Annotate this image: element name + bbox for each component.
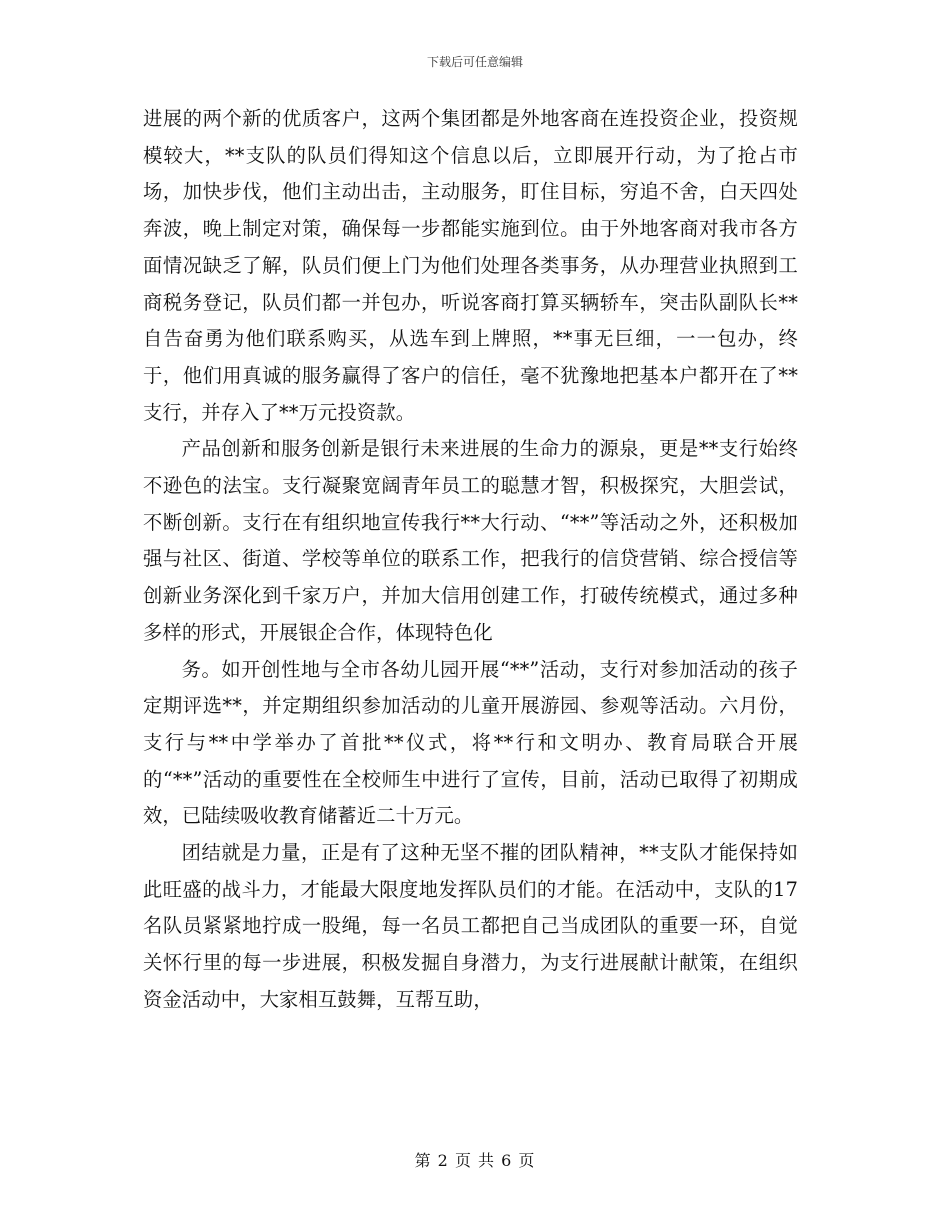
- paragraph-3: 务。如开创性地与全市各幼儿园开展“**”活动，支行对参加活动的孩子定期评选**，并定期组织参加活动的儿童开展游园、参观等活动。六月份，支行与**中学举办了首批**仪式，将**行和文明办、教育局联合开展的“**”活动的重要性在全校师生中进行了宣传，目前，活动已取得了初期成效，已陆续吸收教育储蓄近二十万元。: [143, 657, 798, 828]
- paragraph-2: 产品创新和服务创新是银行未来进展的生命力的源泉，更是**支行始终不逊色的法宝。支行凝聚宽阔青年员工的聪慧才智，积极探究，大胆尝试，不断创新。支行在有组织地宣传我行**大行动、“**”等活动之外，还积极加强与社区、街道、学校等单位的联系工作，把我行的信贷营销、综合授信等创新业务深化到千家万户，并加大信用创建工作，打破传统模式，通过多种多样的形式，开展银企合作，体现特色化: [143, 437, 798, 644]
- page-footer: 第 2 页 共 6 页: [414, 1151, 536, 1170]
- paragraph-1: 进展的两个新的优质客户，这两个集团都是外地客商在连投资企业，投资规模较大，**支队的队员们得知这个信息以后，立即展开行动，为了抢占市场，加快步伐，他们主动出击，主动服务，盯住目标，穷追不舍，白天四处奔波，晚上制定对策，确保每一步都能实施到位。由于外地客商对我市各方面情况缺乏了解，队员们便上门为他们处理各类事务，从办理营业执照到工商税务登记，队员们都一并包办，听说客商打算买辆轿车，突击队副队长**自告奋勇为他们联系购买，从选车到上牌照，**事无巨细，一一包办，终于，他们用真诚的服务赢得了客户的信任，毫不犹豫地把基本户都开在了**支行，并存入了**万元投资款。: [143, 107, 798, 424]
- paragraph-4: 团结就是力量，正是有了这种无坚不摧的团队精神，**支队才能保持如此旺盛的战斗力，才能最大限度地发挥队员们的才能。在活动中，支队的17名队员紧紧地拧成一股绳，每一名员工都把自己当成团队的重要一环，自觉关怀行里的每一步进展，积极发掘自身潜力，为支行进展献计献策，在组织资金活动中，大家相互鼓舞，互帮互助，: [143, 841, 798, 1011]
- document-body: [143, 101, 798, 1019]
- page-header: 下载后可任意编辑: [426, 55, 523, 69]
